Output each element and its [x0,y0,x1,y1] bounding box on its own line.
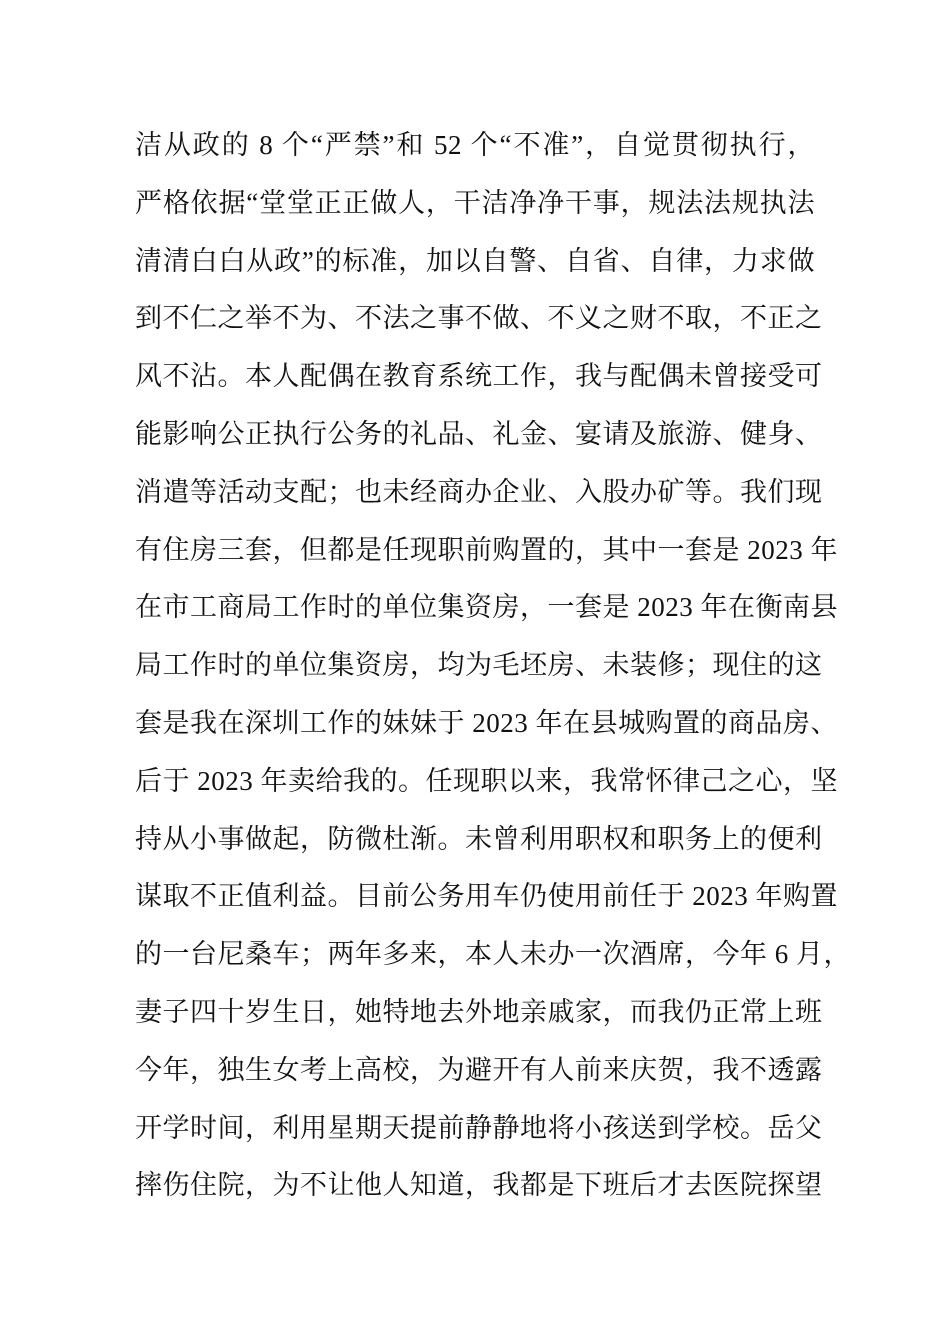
text-line: 有住房三套，但都是任现职前购置的，其中一套是 2023 年 [135,534,838,565]
text-line: 谋取不正值利益。目前公务用车仍使用前任于 2023 年购置 [135,881,838,912]
text-line: 妻子四十岁生日，她特地去外地亲戚家，而我仍正常上班 [135,996,823,1027]
text-line: 的一台尼桑车；两年多来，本人未办一次酒席，今年 6 月， [135,939,851,970]
text-line: 能影响公正执行公务的礼品、礼金、宴请及旅游、健身、 [135,418,823,449]
text-line: 持从小事做起，防微杜渐。未曾利用职权和职务上的便利 [135,823,823,854]
document-text-block [135,117,851,1215]
text-line: 风不沾。本人配偶在教育系统工作，我与配偶未曾接受可 [135,361,823,392]
text-line: 后于 2023 年卖给我的。任现职以来，我常怀律己之心，坚 [135,765,838,796]
text-line: 洁从政的 8 个“严禁”和 52 个“不准”，自觉贯彻执行， [135,130,815,160]
text-line: 开学时间，利用星期天提前静静地将小孩送到学校。岳父 [135,1112,823,1143]
text-line: 今年，独生女考上高校，为避开有人前来庆贺，我不透露 [135,1054,823,1085]
text-line: 严格依据“堂堂正正做人，干洁净净干事，规法法规执法 [135,187,815,218]
text-line: 到不仁之举不为、不法之事不做、不义之财不取，不正之 [135,303,823,334]
text-line: 在市工商局工作时的单位集资房，一套是 2023 年在衡南县 [135,592,838,623]
text-line: 套是我在深圳工作的妹妹于 2023 年在县城购置的商品房、 [135,707,838,738]
text-line: 摔伤住院，为不让他人知道，我都是下班后才去医院探望 [135,1170,823,1201]
text-line: 消遣等活动支配；也未经商办企业、入股办矿等。我们现 [135,476,823,507]
text-line: 清清白白从政”的标准，加以自警、自省、自律，力求做 [135,245,815,276]
text-line: 局工作时的单位集资房，均为毛坯房、未装修；现住的这 [135,650,823,681]
